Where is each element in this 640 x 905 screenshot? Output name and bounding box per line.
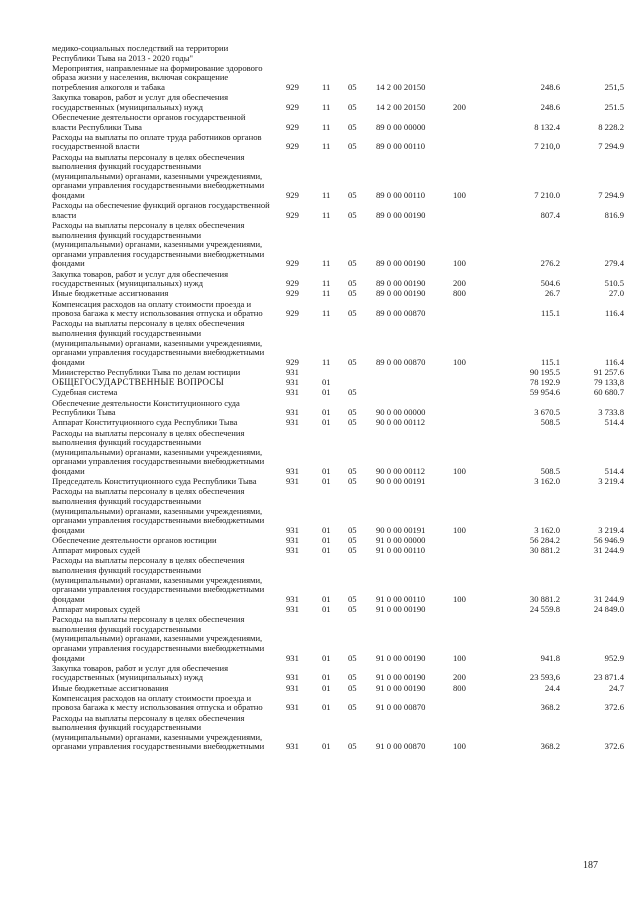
amount-year-1: 508.5 (540, 417, 560, 428)
amount-year-1: 3 162.0 (534, 476, 560, 487)
target-article-code: 90 0 00 00000 (376, 407, 426, 418)
section-code: 11 (322, 209, 331, 220)
department-code: 929 (286, 121, 299, 132)
amount-year-2: 251.5 (604, 101, 624, 112)
target-article-code: 91 0 00 00000 (376, 535, 426, 545)
subsection-code: 05 (348, 190, 357, 200)
target-article-code: 89 0 00 00870 (376, 356, 426, 367)
row-description: Закупка товаров, работ и услуг для обеспечения государственных (муниципальных) нужд (52, 92, 229, 112)
amount-year-2: 952.9 (604, 652, 624, 663)
amount-year-1: 276.2 (540, 258, 560, 269)
table-row (0, 270, 640, 289)
amount-year-2: 27.0 (608, 288, 624, 299)
amount-year-1: 7 210.0 (534, 190, 560, 200)
target-article-code: 91 0 00 00110 (376, 545, 426, 556)
section-code: 01 (322, 476, 331, 487)
amount-year-2: 7 294.9 (598, 141, 624, 152)
department-code: 929 (286, 288, 299, 299)
table-row (0, 664, 640, 683)
department-code: 931 (286, 466, 299, 476)
department-code: 929 (286, 190, 299, 200)
row-description: Компенсация расходов на оплату стоимости проезда и провоза багажа к месту использования отпуска и обратно (52, 298, 263, 319)
table-row (0, 399, 640, 418)
department-code: 931 (286, 535, 299, 545)
expense-type-code: 200 (453, 278, 466, 289)
row-description: ОБЩЕГОСУДАРСТВЕННЫЕ ВОПРОСЫ (52, 377, 224, 388)
row-description: Расходы на выплаты персоналу в целях обеспечения выполнения функций государственными (муниципальными) органами, казенными учреждениями, органами управления государственными внебюджетными (52, 712, 265, 752)
target-article-code: 91 0 00 00190 (376, 682, 426, 693)
row-description: Закупка товаров, работ и услуг для обеспечения государственных (муниципальных) нужд (52, 662, 229, 683)
amount-year-2: 31 244.9 (593, 593, 624, 604)
page-number: 187 (583, 860, 598, 871)
row-description: Обеспечение деятельности Конституционного суда Республики Тыва (52, 397, 240, 418)
section-code: 11 (322, 190, 331, 200)
department-code: 929 (286, 82, 299, 92)
department-code: 931 (286, 367, 299, 377)
target-article-code: 91 0 00 00190 (376, 652, 426, 663)
amount-year-2: 3 219.4 (598, 524, 624, 535)
table-row (0, 289, 640, 299)
section-code: 11 (322, 82, 331, 92)
department-code: 931 (286, 652, 299, 663)
table-row (0, 546, 640, 556)
expense-type-code: 100 (453, 524, 466, 535)
table-row (0, 714, 640, 752)
section-code: 01 (322, 387, 331, 398)
amount-year-2: 510.5 (604, 278, 624, 289)
amount-year-1: 941.8 (540, 652, 560, 663)
table-row (0, 615, 640, 663)
row-description: Иные бюджетные ассигнования (52, 682, 169, 693)
subsection-code: 05 (348, 121, 357, 132)
amount-year-2: 60 680.7 (593, 387, 624, 398)
subsection-code: 05 (348, 545, 357, 556)
amount-year-1: 8 132.4 (534, 121, 560, 132)
amount-year-1: 807.4 (540, 209, 560, 220)
amount-year-2: 251,5 (604, 82, 624, 92)
amount-year-2: 3 733.8 (598, 407, 624, 418)
target-article-code: 90 0 00 00112 (376, 466, 426, 476)
table-row (0, 201, 640, 220)
amount-year-1: 3 162.0 (534, 524, 560, 535)
table-row (0, 418, 640, 428)
department-code: 931 (286, 672, 299, 683)
department-code: 931 (286, 604, 299, 614)
amount-year-1: 115.1 (540, 356, 560, 367)
row-description: Расходы на выплаты персоналу в целях обеспечения выполнения функций государственными (муниципальными) органами, казенными учреждениями, органами управления государственными внебюджетными фондами (52, 614, 265, 663)
amount-year-1: 368.2 (540, 741, 560, 752)
section-code: 11 (322, 288, 331, 299)
table-row (0, 536, 640, 546)
amount-year-1: 504.6 (540, 278, 560, 289)
row-description: Расходы на выплаты персоналу в целях обеспечения выполнения функций государственными (муниципальными) органами, казенными учреждениями, органами управления государственными внебюджетными фондами (52, 318, 265, 367)
target-article-code: 91 0 00 00190 (376, 604, 426, 614)
amount-year-2: 8 228.2 (598, 121, 624, 132)
target-article-code: 89 0 00 00190 (376, 258, 426, 269)
amount-year-2: 116.4 (604, 356, 624, 367)
row-description: Аппарат Конституционного суда Республики Тыва (52, 417, 238, 428)
amount-year-2: 7 294.9 (598, 190, 624, 200)
amount-year-2: 279.4 (604, 258, 624, 269)
expense-type-code: 100 (453, 258, 466, 269)
section-code: 11 (322, 278, 331, 289)
expense-type-code: 100 (453, 593, 466, 604)
subsection-code: 05 (348, 535, 357, 545)
subsection-code: 05 (348, 278, 357, 289)
amount-year-2: 816.9 (604, 209, 624, 220)
row-description: Расходы на обеспечение функций органов государственной власти (52, 200, 270, 220)
amount-year-1: 26.7 (544, 288, 560, 299)
amount-year-1: 368.2 (540, 702, 560, 713)
table-row (0, 64, 640, 93)
section-code: 01 (322, 466, 331, 476)
section-code: 01 (322, 545, 331, 556)
amount-year-1: 56 284.2 (529, 535, 560, 545)
department-code: 931 (286, 377, 299, 388)
section-code: 01 (322, 417, 331, 428)
subsection-code: 05 (348, 407, 357, 418)
department-code: 929 (286, 101, 299, 112)
table-row (0, 221, 640, 269)
section-code: 01 (322, 593, 331, 604)
section-code: 01 (322, 672, 331, 683)
target-article-code: 89 0 00 00000 (376, 121, 426, 132)
table-row (0, 487, 640, 535)
department-code: 929 (286, 209, 299, 220)
expense-type-code: 100 (453, 190, 466, 200)
table-row (0, 429, 640, 477)
department-code: 931 (286, 545, 299, 556)
table-row (0, 684, 640, 694)
amount-year-1: 7 210,0 (534, 141, 560, 152)
subsection-code: 05 (348, 593, 357, 604)
amount-year-2: 24 849.0 (593, 604, 624, 614)
subsection-code: 05 (348, 141, 357, 152)
amount-year-1: 23 593,6 (529, 672, 560, 683)
department-code: 931 (286, 741, 299, 752)
table-row (0, 378, 640, 388)
subsection-code: 05 (348, 604, 357, 614)
department-code: 931 (286, 682, 299, 693)
amount-year-1: 3 670.5 (534, 407, 560, 418)
subsection-code: 05 (348, 308, 357, 319)
subsection-code: 05 (348, 288, 357, 299)
target-article-code: 89 0 00 00110 (376, 141, 426, 152)
department-code: 929 (286, 258, 299, 269)
row-description: Обеспечение деятельности органов юстиции (52, 535, 217, 545)
amount-year-2: 514.4 (604, 466, 624, 476)
row-description: Расходы на выплаты персоналу в целях обеспечения выполнения функций государственными (муниципальными) органами, казенными учреждениями, органами управления государственными внебюджетными фондами (52, 151, 265, 200)
row-description: Расходы на выплаты персоналу в целях обеспечения выполнения функций государственными (муниципальными) органами, казенными учреждениями, органами управления государственными внебюджетными фондами (52, 486, 265, 535)
row-description: Расходы на выплаты персоналу в целях обеспечения выполнения функций государственными (муниципальными) органами, казенными учреждениями, органами управления государственными внебюджетными фондами (52, 427, 265, 476)
expense-type-code: 800 (453, 682, 466, 693)
row-description: Аппарат мировых судей (52, 545, 141, 556)
subsection-code: 05 (348, 258, 357, 269)
row-description: Расходы на выплаты по оплате труда работников органов государственной власти (52, 131, 262, 152)
target-article-code: 90 0 00 00112 (376, 417, 426, 428)
section-code: 01 (322, 407, 331, 418)
department-code: 931 (286, 702, 299, 713)
row-description: Расходы на выплаты персоналу в целях обеспечения выполнения функций государственными (муниципальными) органами, казенными учреждениями, органами управления государственными внебюджетными фондами (52, 220, 265, 269)
target-article-code: 90 0 00 00191 (376, 476, 426, 487)
row-description: Мероприятия, направленные на формирование здорового образа жизни у населения, включая сокращение потребления алкоголя и табака (52, 62, 263, 92)
table-row (0, 44, 640, 63)
target-article-code: 89 0 00 00190 (376, 209, 426, 220)
department-code: 931 (286, 524, 299, 535)
table-row (0, 477, 640, 487)
department-code: 931 (286, 387, 299, 398)
amount-year-2: 56 946.9 (593, 535, 624, 545)
amount-year-2: 514.4 (604, 417, 624, 428)
expense-type-code: 100 (453, 652, 466, 663)
target-article-code: 89 0 00 00190 (376, 278, 426, 289)
table-row (0, 388, 640, 398)
target-article-code: 89 0 00 00870 (376, 308, 426, 319)
subsection-code: 05 (348, 417, 357, 428)
department-code: 931 (286, 593, 299, 604)
subsection-code: 05 (348, 209, 357, 220)
subsection-code: 05 (348, 101, 357, 112)
subsection-code: 05 (348, 524, 357, 535)
subsection-code: 05 (348, 702, 357, 713)
row-description: Министерство Республики Тыва по делам юстиции (52, 367, 241, 377)
department-code: 929 (286, 141, 299, 152)
table-row (0, 694, 640, 713)
amount-year-1: 115.1 (540, 308, 560, 319)
section-code: 01 (322, 682, 331, 693)
section-code: 01 (322, 377, 331, 388)
table-row (0, 113, 640, 132)
section-code: 01 (322, 702, 331, 713)
table-row (0, 368, 640, 378)
subsection-code: 05 (348, 82, 357, 92)
section-code: 11 (322, 121, 331, 132)
amount-year-2: 23 871.4 (593, 672, 624, 683)
department-code: 929 (286, 356, 299, 367)
target-article-code: 14 2 00 20150 (376, 101, 426, 112)
amount-year-1: 24.4 (544, 682, 560, 693)
subsection-code: 05 (348, 741, 357, 752)
amount-year-2: 31 244.9 (593, 545, 624, 556)
target-article-code: 91 0 00 00110 (376, 593, 426, 604)
table-row (0, 556, 640, 604)
amount-year-2: 3 219.4 (598, 476, 624, 487)
amount-year-1: 508.5 (540, 466, 560, 476)
section-code: 11 (322, 356, 331, 367)
section-code: 01 (322, 652, 331, 663)
subsection-code: 05 (348, 466, 357, 476)
expense-type-code: 800 (453, 288, 466, 299)
table-row (0, 93, 640, 112)
target-article-code: 91 0 00 00870 (376, 741, 426, 752)
subsection-code: 05 (348, 652, 357, 663)
target-article-code: 89 0 00 00110 (376, 190, 426, 200)
expense-type-code: 100 (453, 741, 466, 752)
subsection-code: 05 (348, 682, 357, 693)
row-description: Иные бюджетные ассигнования (52, 288, 169, 299)
target-article-code: 91 0 00 00190 (376, 672, 426, 683)
department-code: 929 (286, 278, 299, 289)
row-description: Обеспечение деятельности органов государственной власти Республики Тыва (52, 112, 246, 132)
target-article-code: 91 0 00 00870 (376, 702, 426, 713)
amount-year-1: 30 881.2 (529, 545, 560, 556)
amount-year-1: 59 954.6 (529, 387, 560, 398)
department-code: 931 (286, 476, 299, 487)
subsection-code: 05 (348, 356, 357, 367)
table-row (0, 319, 640, 367)
row-description: Аппарат мировых судей (52, 604, 141, 614)
section-code: 01 (322, 524, 331, 535)
department-code: 931 (286, 407, 299, 418)
target-article-code: 90 0 00 00191 (376, 524, 426, 535)
section-code: 01 (322, 741, 331, 752)
section-code: 11 (322, 141, 331, 152)
amount-year-2: 372.6 (604, 741, 624, 752)
expense-type-code: 100 (453, 466, 466, 476)
amount-year-1: 30 881.2 (529, 593, 560, 604)
section-code: 01 (322, 604, 331, 614)
expense-type-code: 200 (453, 672, 466, 683)
section-code: 11 (322, 258, 331, 269)
subsection-code: 05 (348, 672, 357, 683)
section-code: 01 (322, 535, 331, 545)
table-row (0, 605, 640, 615)
row-description: Компенсация расходов на оплату стоимости проезда и провоза багажа к месту использования отпуска и обратно (52, 692, 263, 713)
table-row (0, 153, 640, 201)
department-code: 931 (286, 417, 299, 428)
table-row (0, 300, 640, 319)
amount-year-2: 372.6 (604, 702, 624, 713)
amount-year-2: 79 133,8 (593, 377, 624, 388)
amount-year-1: 90 195.5 (529, 367, 560, 377)
expense-type-code: 200 (453, 101, 466, 112)
target-article-code: 89 0 00 00190 (376, 288, 426, 299)
subsection-code: 05 (348, 476, 357, 487)
target-article-code: 14 2 00 20150 (376, 82, 426, 92)
row-description: Председатель Конституционного суда Республики Тыва (52, 476, 257, 487)
row-description: медико-социальных последствий на территории Республики Тыва на 2013 - 2020 годы" (52, 43, 229, 63)
row-description: Расходы на выплаты персоналу в целях обеспечения выполнения функций государственными (муниципальными) органами, казенными учреждениями, органами управления государственными внебюджетными фондами (52, 555, 265, 604)
amount-year-1: 248.6 (540, 101, 560, 112)
amount-year-1: 248.6 (540, 82, 560, 92)
expense-type-code: 100 (453, 356, 466, 367)
subsection-code: 05 (348, 387, 357, 398)
amount-year-1: 24 559.8 (529, 604, 560, 614)
amount-year-2: 116.4 (604, 308, 624, 319)
department-code: 929 (286, 308, 299, 319)
section-code: 11 (322, 101, 331, 112)
amount-year-2: 24.7 (608, 682, 624, 693)
amount-year-2: 91 257.6 (593, 367, 624, 377)
section-code: 11 (322, 308, 331, 319)
amount-year-1: 78 192.9 (529, 377, 560, 388)
row-description: Закупка товаров, работ и услуг для обеспечения государственных (муниципальных) нужд (52, 268, 229, 289)
row-description: Судебная система (52, 387, 118, 398)
table-row (0, 133, 640, 152)
